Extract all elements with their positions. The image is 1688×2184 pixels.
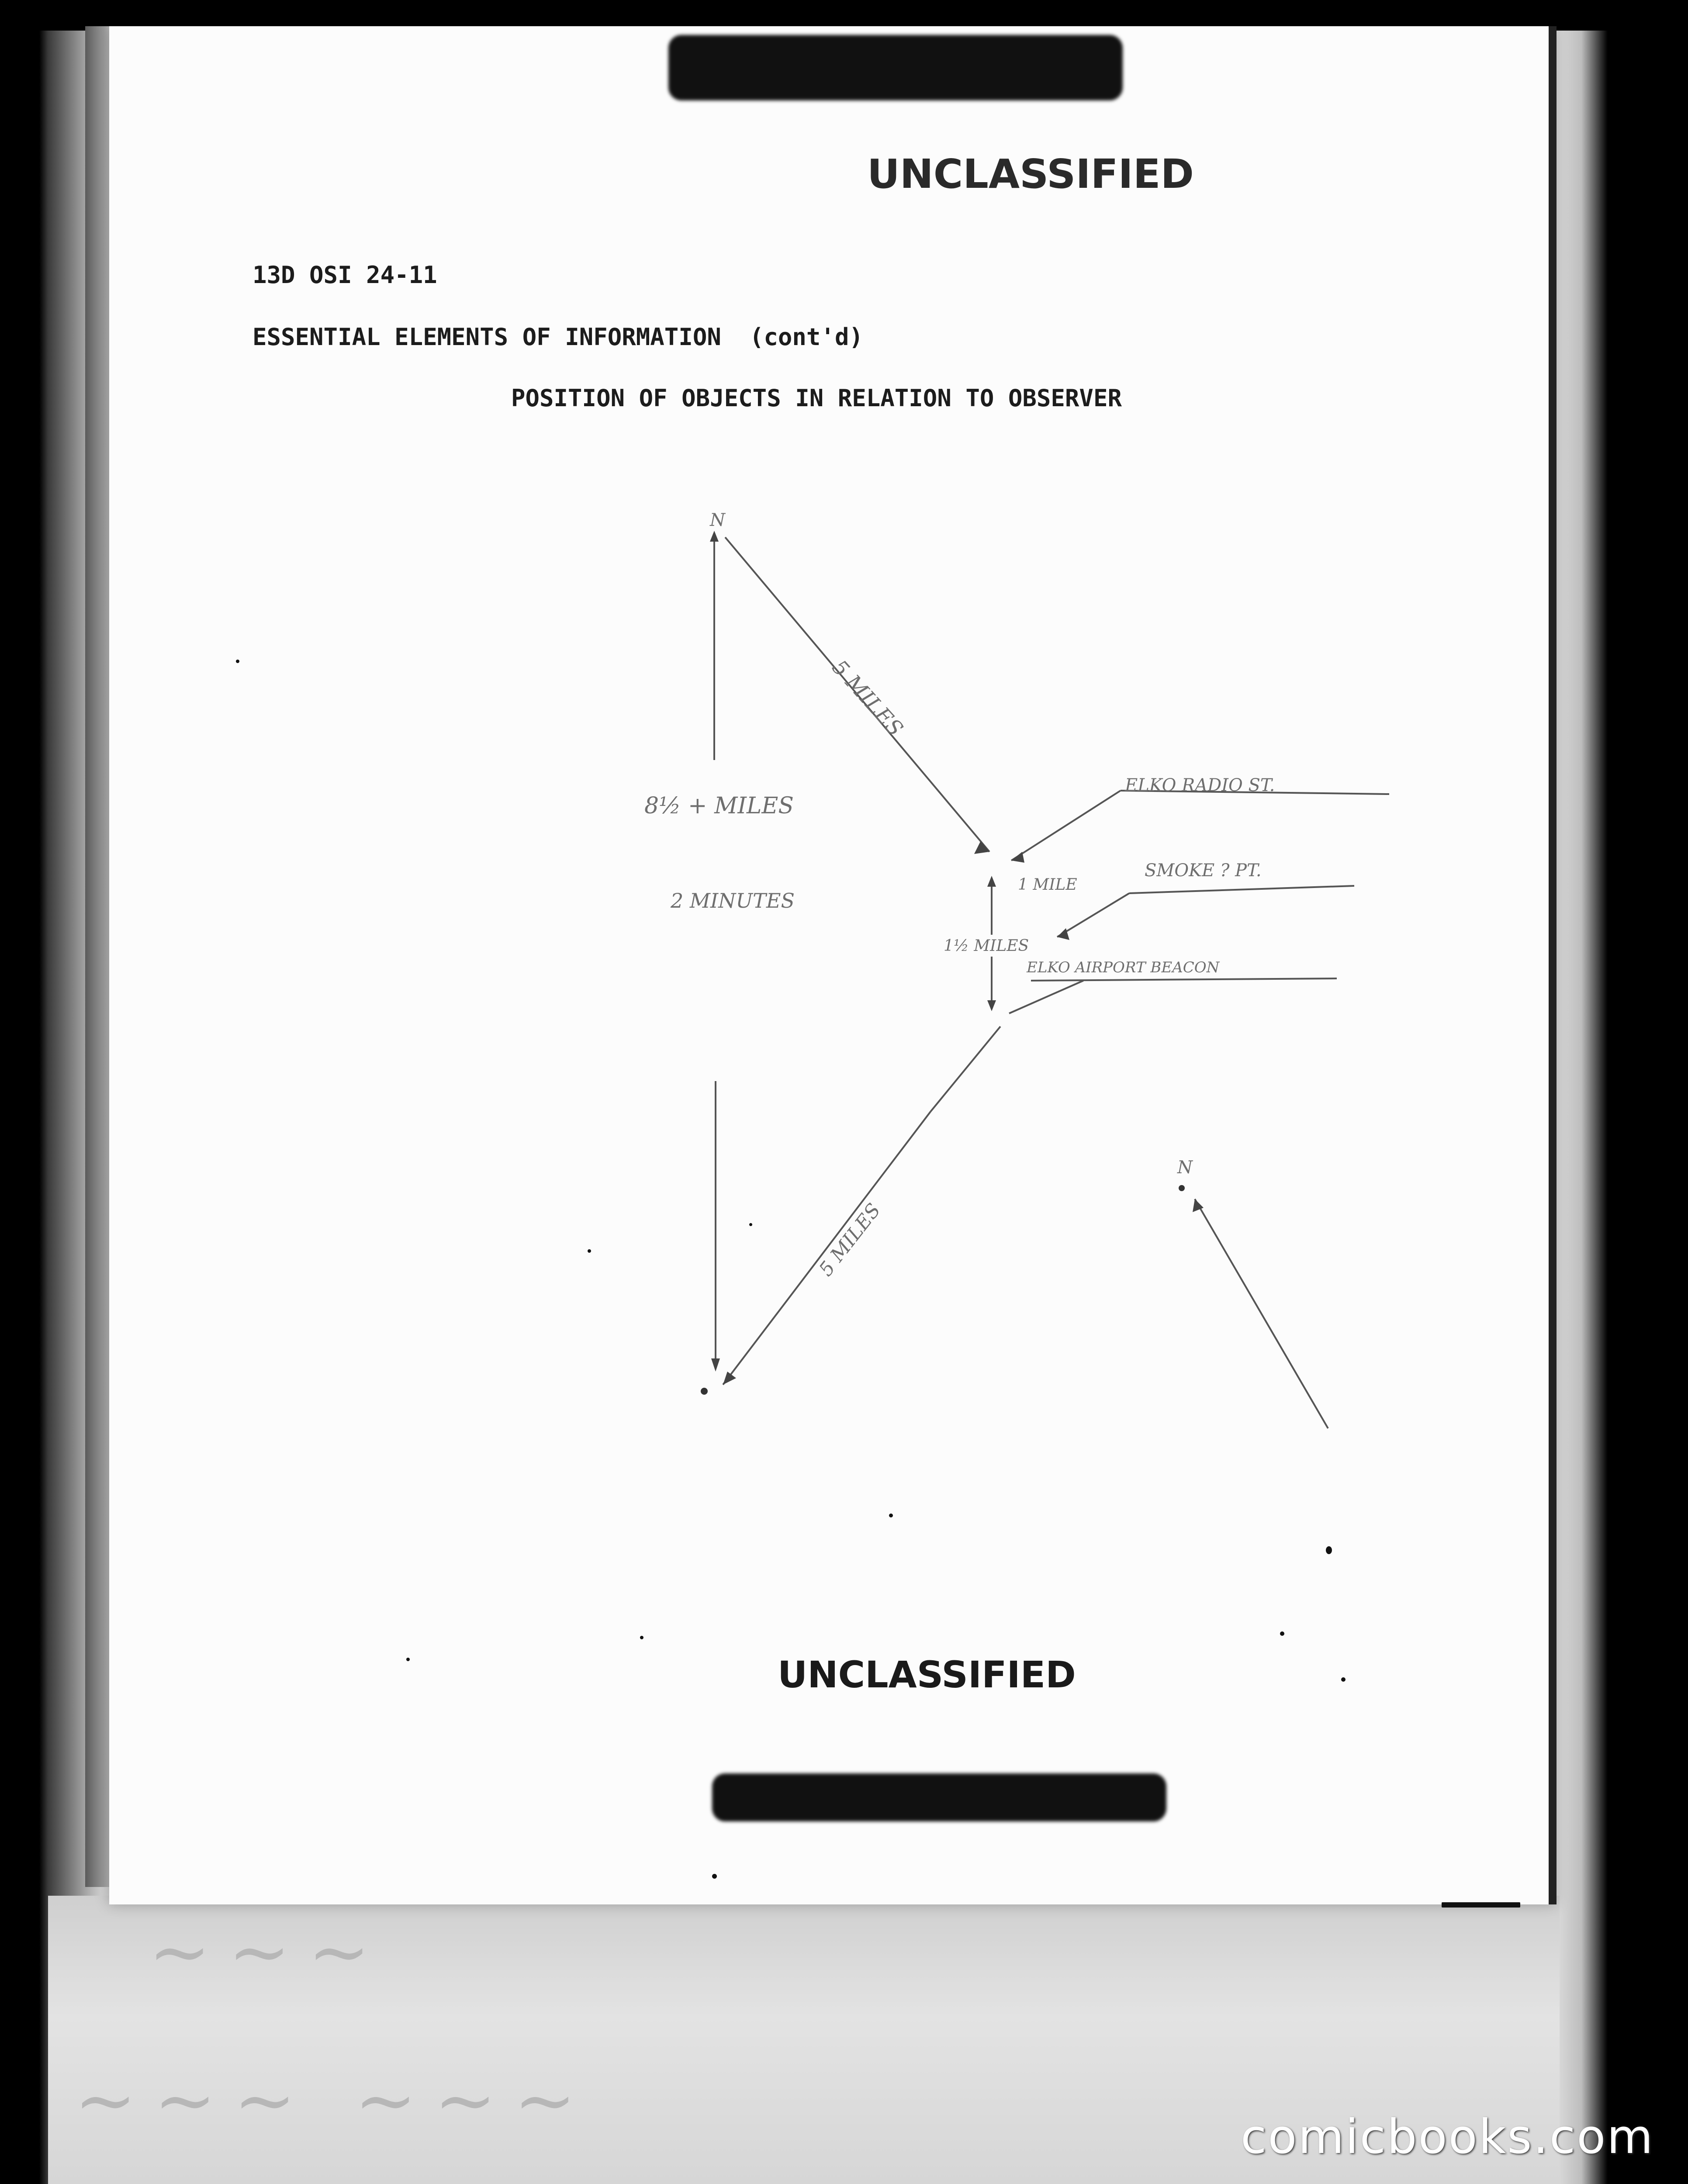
label-airport: ELKO AIRPORT BEACON bbox=[1027, 959, 1220, 976]
label-one-mile: 1 MILE bbox=[1018, 876, 1077, 894]
classification-stamp-top: UNCLASSIFIED bbox=[867, 151, 1194, 197]
dust-speck bbox=[1341, 1677, 1346, 1682]
classification-stamp-bottom: UNCLASSIFIED bbox=[778, 1653, 1076, 1696]
dust-speck bbox=[406, 1658, 410, 1661]
arrowhead-one-mile bbox=[987, 876, 996, 887]
dust-speck bbox=[749, 1223, 752, 1226]
dust-speck bbox=[236, 660, 239, 663]
arrowhead-one-half-miles bbox=[987, 1000, 996, 1011]
dust-speck bbox=[588, 1249, 591, 1253]
underline-smoke bbox=[1129, 886, 1354, 893]
line-airport-pointer bbox=[1009, 981, 1083, 1013]
label-north-top: N bbox=[710, 510, 725, 530]
arrowhead-radio-pointer bbox=[1011, 852, 1024, 863]
dust-speck bbox=[1280, 1631, 1284, 1636]
dust-speck bbox=[889, 1514, 893, 1517]
dark-bar-mark bbox=[1442, 1902, 1520, 1908]
arrowhead-radio bbox=[974, 841, 989, 854]
observer-point bbox=[701, 1388, 708, 1395]
line-lower-diagonal bbox=[723, 1112, 930, 1385]
line-radio-pointer bbox=[1011, 791, 1121, 860]
label-smoke: SMOKE ? PT. bbox=[1145, 860, 1262, 881]
line-right-arrow bbox=[1195, 1199, 1328, 1428]
label-five-miles-upper: 5 MILES bbox=[827, 655, 908, 741]
label-eight-half-miles: 8½ + MILES bbox=[644, 793, 794, 819]
line-smoke-pointer bbox=[1057, 893, 1129, 937]
line-airport-down bbox=[930, 1026, 1000, 1112]
dust-speck bbox=[640, 1636, 643, 1639]
arrowhead-lower-diagonal bbox=[723, 1372, 736, 1385]
watermark: comicbooks.com bbox=[1241, 2110, 1654, 2164]
document-reference: 13D OSI 24-11 bbox=[253, 261, 437, 289]
arrowhead-south bbox=[711, 1358, 720, 1372]
object-point bbox=[1179, 1185, 1185, 1191]
label-two-minutes: 2 MINUTES bbox=[671, 889, 795, 912]
label-elko-radio: ELKO RADIO ST. bbox=[1125, 775, 1275, 795]
faint-marks: ~~~ bbox=[149, 1909, 388, 1995]
dust-speck bbox=[712, 1874, 717, 1879]
faint-marks: ~~~ ~~~ bbox=[74, 2057, 594, 2144]
label-five-miles-lower: 5 MILES bbox=[815, 1199, 885, 1281]
section-heading: ESSENTIAL ELEMENTS OF INFORMATION (cont'd) bbox=[253, 323, 863, 351]
dust-speck bbox=[1326, 1546, 1332, 1554]
label-north-right: N bbox=[1177, 1158, 1193, 1178]
label-one-half-miles: 1½ MILES bbox=[944, 937, 1029, 955]
arrowhead-north bbox=[710, 531, 719, 542]
diagram-title: POSITION OF OBJECTS IN RELATION TO OBSERVER bbox=[511, 384, 1122, 412]
underline-airport bbox=[1031, 978, 1337, 981]
